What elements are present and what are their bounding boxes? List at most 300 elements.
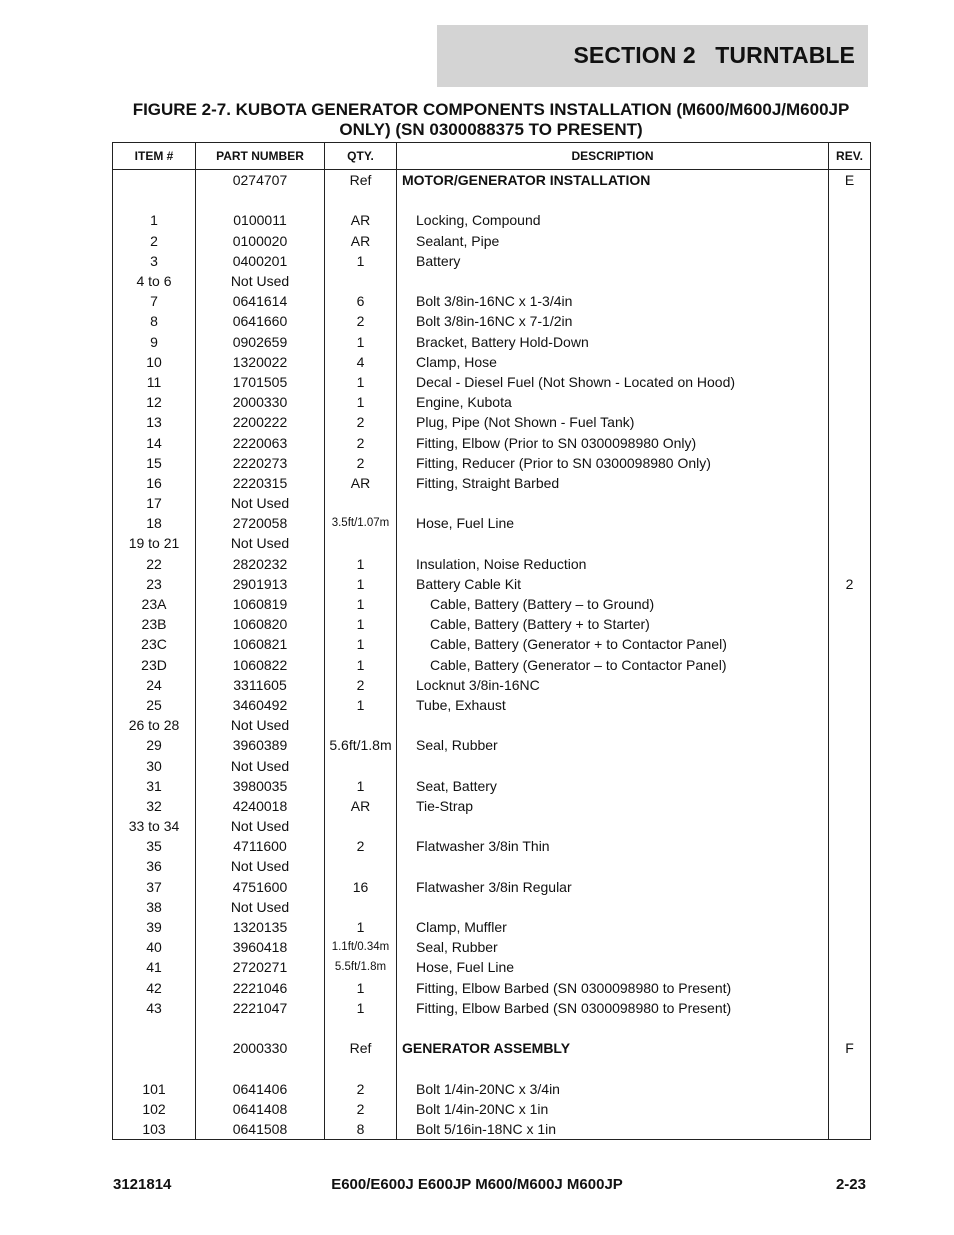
item-cell: 37 (113, 877, 196, 897)
part-number-cell: 1060820 (196, 614, 325, 634)
table-row (113, 998, 871, 1018)
table-row (113, 1038, 871, 1058)
rev-cell (829, 352, 871, 372)
figure-title-line-1: FIGURE 2-7. KUBOTA GENERATOR COMPONENTS INSTALLATION (M600/M600J/M600JP (132, 100, 850, 119)
item-cell: 29 (113, 735, 196, 755)
part-number-cell: 2720271 (196, 957, 325, 977)
description-cell (397, 533, 829, 553)
table-row (113, 271, 871, 291)
part-number-cell: 1060822 (196, 655, 325, 675)
table-row (113, 614, 871, 634)
description-cell: Seat, Battery (397, 776, 829, 796)
rev-cell (829, 392, 871, 412)
qty-cell (325, 271, 397, 291)
item-cell: 4 to 6 (113, 271, 196, 291)
qty-cell: 1 (325, 554, 397, 574)
section-header-band (437, 25, 868, 87)
footer-page-number: 2-23 (835, 1176, 866, 1193)
part-number-cell: Not Used (196, 856, 325, 876)
rev-cell (829, 634, 871, 654)
item-cell: 23D (113, 655, 196, 675)
description-cell: Locknut 3/8in-16NC (397, 675, 829, 695)
qty-cell: 3.5ft/1.07m (325, 513, 397, 533)
qty-cell: 5.6ft/1.8m (325, 735, 397, 755)
table-row (113, 675, 871, 695)
description-cell: Seal, Rubber (397, 735, 829, 755)
item-cell: 3 (113, 251, 196, 271)
qty-cell (325, 897, 397, 917)
item-cell: 7 (113, 291, 196, 311)
part-number-cell: 4751600 (196, 877, 325, 897)
table-row (113, 937, 871, 957)
table-row (113, 554, 871, 574)
part-number-cell: 0100020 (196, 231, 325, 251)
description-cell: Locking, Compound (397, 210, 829, 230)
section-title: SECTION 2 TURNTABLE (573, 42, 855, 68)
table-row (113, 332, 871, 352)
description-cell: Sealant, Pipe (397, 231, 829, 251)
table-row (113, 412, 871, 432)
qty-cell: Ref (325, 170, 397, 191)
item-cell: 40 (113, 937, 196, 957)
item-cell: 26 to 28 (113, 715, 196, 735)
rev-cell (829, 796, 871, 816)
table-row (113, 715, 871, 735)
table-row (113, 311, 871, 331)
part-number-cell: 0641508 (196, 1119, 325, 1140)
qty-cell: 16 (325, 877, 397, 897)
qty-cell: 1 (325, 634, 397, 654)
rev-cell (829, 332, 871, 352)
qty-cell: 8 (325, 1119, 397, 1140)
rev-cell (829, 271, 871, 291)
qty-cell: 1 (325, 978, 397, 998)
table-row (113, 1119, 871, 1140)
part-number-cell: 3980035 (196, 776, 325, 796)
description-cell: Fitting, Straight Barbed (397, 473, 829, 493)
rev-cell (829, 856, 871, 876)
description-cell: Cable, Battery (Battery + to Starter) (397, 614, 829, 634)
rev-cell (829, 473, 871, 493)
rev-cell (829, 210, 871, 230)
item-cell: 32 (113, 796, 196, 816)
part-number-cell: 2720058 (196, 513, 325, 533)
table-row (113, 392, 871, 412)
item-cell: 35 (113, 836, 196, 856)
table-row (113, 170, 871, 191)
table-row (113, 816, 871, 836)
item-cell: 17 (113, 493, 196, 513)
qty-cell: 1 (325, 655, 397, 675)
description-cell (397, 897, 829, 917)
rev-cell (829, 655, 871, 675)
description-cell: Fitting, Reducer (Prior to SN 0300098980 Only) (397, 453, 829, 473)
qty-cell (325, 1058, 397, 1078)
rev-cell (829, 1099, 871, 1119)
part-number-cell: 3960389 (196, 735, 325, 755)
rev-cell (829, 412, 871, 432)
rev-cell: E (829, 170, 871, 191)
description-cell: Tie-Strap (397, 796, 829, 816)
item-cell: 30 (113, 755, 196, 775)
rev-cell (829, 372, 871, 392)
table-row (113, 473, 871, 493)
qty-cell: 2 (325, 432, 397, 452)
table-row (113, 897, 871, 917)
part-number-cell: 0902659 (196, 332, 325, 352)
table-row (113, 655, 871, 675)
description-cell: Flatwasher 3/8in Regular (397, 877, 829, 897)
part-number-cell: 3311605 (196, 675, 325, 695)
description-cell: Battery Cable Kit (397, 574, 829, 594)
item-cell: 13 (113, 412, 196, 432)
item-cell: 103 (113, 1119, 196, 1140)
part-number-cell: 3960418 (196, 937, 325, 957)
qty-cell: 1 (325, 998, 397, 1018)
description-cell: Decal - Diesel Fuel (Not Shown - Located on Hood) (397, 372, 829, 392)
item-cell: 9 (113, 332, 196, 352)
part-number-cell: Not Used (196, 816, 325, 836)
table-row (113, 776, 871, 796)
description-cell: Seal, Rubber (397, 937, 829, 957)
qty-cell: 6 (325, 291, 397, 311)
description-cell: Flatwasher 3/8in Thin (397, 836, 829, 856)
item-cell: 1 (113, 210, 196, 230)
rev-cell (829, 957, 871, 977)
table-row (113, 493, 871, 513)
table-row (113, 574, 871, 594)
description-cell (397, 271, 829, 291)
rev-cell (829, 755, 871, 775)
qty-cell: 5.5ft/1.8m (325, 957, 397, 977)
item-cell: 10 (113, 352, 196, 372)
qty-cell: 2 (325, 1099, 397, 1119)
part-number-cell: 2820232 (196, 554, 325, 574)
part-number-cell: 0641406 (196, 1078, 325, 1098)
description-cell: Hose, Fuel Line (397, 513, 829, 533)
part-number-cell: 2901913 (196, 574, 325, 594)
item-cell: 18 (113, 513, 196, 533)
part-number-cell: 2220063 (196, 432, 325, 452)
rev-cell: 2 (829, 574, 871, 594)
item-cell: 33 to 34 (113, 816, 196, 836)
qty-cell: 2 (325, 675, 397, 695)
header-row (113, 143, 871, 170)
description-cell (397, 816, 829, 836)
description-cell: Engine, Kubota (397, 392, 829, 412)
part-number-cell: 2221046 (196, 978, 325, 998)
rev-cell (829, 533, 871, 553)
description-cell: Cable, Battery (Battery – to Ground) (397, 594, 829, 614)
part-number-cell: 1060821 (196, 634, 325, 654)
rev-cell (829, 594, 871, 614)
item-cell (113, 170, 196, 191)
part-number-cell (196, 1018, 325, 1038)
table-row (113, 917, 871, 937)
rev-cell (829, 493, 871, 513)
part-number-cell: 2220273 (196, 453, 325, 473)
part-number-cell: Not Used (196, 715, 325, 735)
part-number-cell: 3460492 (196, 695, 325, 715)
part-number-cell (196, 190, 325, 210)
qty-cell: 1 (325, 614, 397, 634)
qty-cell: 1 (325, 574, 397, 594)
part-number-cell: 0641660 (196, 311, 325, 331)
item-cell: 36 (113, 856, 196, 876)
qty-cell: 1 (325, 695, 397, 715)
table-row (113, 957, 871, 977)
qty-cell: AR (325, 210, 397, 230)
rev-cell (829, 897, 871, 917)
description-cell: Fitting, Elbow (Prior to SN 0300098980 Only) (397, 432, 829, 452)
table-row (113, 453, 871, 473)
table-row (113, 1058, 871, 1078)
qty-cell: 2 (325, 311, 397, 331)
item-cell: 25 (113, 695, 196, 715)
rev-cell (829, 816, 871, 836)
description-cell: Bracket, Battery Hold-Down (397, 332, 829, 352)
table-row (113, 796, 871, 816)
item-cell: 2 (113, 231, 196, 251)
description-cell: Tube, Exhaust (397, 695, 829, 715)
part-number-cell: 0100011 (196, 210, 325, 230)
description-cell: Insulation, Noise Reduction (397, 554, 829, 574)
rev-cell (829, 715, 871, 735)
rev-cell (829, 453, 871, 473)
rev-cell (829, 1018, 871, 1038)
part-number-cell: 2000330 (196, 1038, 325, 1058)
description-cell: Clamp, Muffler (397, 917, 829, 937)
qty-cell: AR (325, 231, 397, 251)
table-row (113, 291, 871, 311)
qty-cell: 1 (325, 332, 397, 352)
description-cell (397, 715, 829, 735)
description-cell: Bolt 1/4in-20NC x 3/4in (397, 1078, 829, 1098)
description-cell: Plug, Pipe (Not Shown - Fuel Tank) (397, 412, 829, 432)
description-cell: MOTOR/GENERATOR INSTALLATION (397, 170, 829, 191)
part-number-cell: 0274707 (196, 170, 325, 191)
item-cell: 16 (113, 473, 196, 493)
part-number-cell: 4240018 (196, 796, 325, 816)
table-row (113, 1099, 871, 1119)
description-cell: Bolt 3/8in-16NC x 7-1/2in (397, 311, 829, 331)
part-number-cell: 2220315 (196, 473, 325, 493)
part-number-cell: 4711600 (196, 836, 325, 856)
item-cell: 39 (113, 917, 196, 937)
item-cell: 23A (113, 594, 196, 614)
item-cell: 102 (113, 1099, 196, 1119)
part-number-cell: 2000330 (196, 392, 325, 412)
qty-cell (325, 816, 397, 836)
item-cell (113, 1058, 196, 1078)
table-row (113, 1078, 871, 1098)
item-cell: 42 (113, 978, 196, 998)
figure-title-line-2: ONLY) (SN 0300088375 TO PRESENT) (339, 120, 643, 139)
rev-cell (829, 877, 871, 897)
part-number-cell: 1060819 (196, 594, 325, 614)
table-row (113, 251, 871, 271)
item-cell (113, 1018, 196, 1038)
part-number-cell: 0641614 (196, 291, 325, 311)
part-number-cell: Not Used (196, 271, 325, 291)
item-cell: 14 (113, 432, 196, 452)
table-row (113, 978, 871, 998)
description-cell (397, 1058, 829, 1078)
part-number-cell: Not Used (196, 493, 325, 513)
part-number-cell: 2221047 (196, 998, 325, 1018)
description-cell (397, 1018, 829, 1038)
table-row (113, 856, 871, 876)
part-number-cell: 0400201 (196, 251, 325, 271)
table-row (113, 634, 871, 654)
header-part-number: PART NUMBER (196, 143, 325, 170)
description-cell (397, 190, 829, 210)
footer-models: E600/E600J E600JP M600/M600J M600JP (331, 1176, 623, 1193)
rev-cell (829, 614, 871, 634)
item-cell: 11 (113, 372, 196, 392)
table-row (113, 755, 871, 775)
figure-title (112, 100, 870, 140)
table-row (113, 352, 871, 372)
rev-cell (829, 917, 871, 937)
qty-cell: 1 (325, 372, 397, 392)
rev-cell: F (829, 1038, 871, 1058)
qty-cell: 1.1ft/0.34m (325, 937, 397, 957)
qty-cell: 1 (325, 917, 397, 937)
qty-cell (325, 715, 397, 735)
description-cell: GENERATOR ASSEMBLY (397, 1038, 829, 1058)
rev-cell (829, 513, 871, 533)
description-cell (397, 755, 829, 775)
part-number-cell (196, 1058, 325, 1078)
rev-cell (829, 1119, 871, 1140)
part-number-cell: 1320135 (196, 917, 325, 937)
description-cell: Bolt 3/8in-16NC x 1-3/4in (397, 291, 829, 311)
description-cell: Bolt 1/4in-20NC x 1in (397, 1099, 829, 1119)
qty-cell: 2 (325, 836, 397, 856)
part-number-cell: 2200222 (196, 412, 325, 432)
item-cell: 43 (113, 998, 196, 1018)
qty-cell (325, 755, 397, 775)
qty-cell: 1 (325, 594, 397, 614)
parts-table-body (113, 170, 871, 1140)
qty-cell: 1 (325, 776, 397, 796)
description-cell: Hose, Fuel Line (397, 957, 829, 977)
rev-cell (829, 231, 871, 251)
rev-cell (829, 735, 871, 755)
part-number-cell: 1701505 (196, 372, 325, 392)
qty-cell: 1 (325, 392, 397, 412)
footer-doc-number: 3121814 (113, 1176, 172, 1193)
description-cell: Clamp, Hose (397, 352, 829, 372)
rev-cell (829, 776, 871, 796)
part-number-cell: Not Used (196, 897, 325, 917)
description-cell (397, 856, 829, 876)
item-cell: 31 (113, 776, 196, 796)
rev-cell (829, 311, 871, 331)
description-cell: Cable, Battery (Generator + to Contactor Panel) (397, 634, 829, 654)
table-row (113, 190, 871, 210)
rev-cell (829, 432, 871, 452)
qty-cell: Ref (325, 1038, 397, 1058)
qty-cell (325, 493, 397, 513)
item-cell: 12 (113, 392, 196, 412)
item-cell: 23C (113, 634, 196, 654)
table-row (113, 1018, 871, 1038)
rev-cell (829, 937, 871, 957)
table-row (113, 231, 871, 251)
item-cell: 23 (113, 574, 196, 594)
table-row (113, 533, 871, 553)
description-cell: Battery (397, 251, 829, 271)
qty-cell: AR (325, 796, 397, 816)
rev-cell (829, 1058, 871, 1078)
qty-cell: AR (325, 473, 397, 493)
header-qty: QTY. (325, 143, 397, 170)
rev-cell (829, 836, 871, 856)
description-cell: Bolt 5/16in-18NC x 1in (397, 1119, 829, 1140)
item-cell: 22 (113, 554, 196, 574)
qty-cell: 2 (325, 453, 397, 473)
rev-cell (829, 675, 871, 695)
item-cell (113, 190, 196, 210)
qty-cell: 2 (325, 1078, 397, 1098)
table-row (113, 513, 871, 533)
description-cell (397, 493, 829, 513)
qty-cell (325, 190, 397, 210)
table-row (113, 877, 871, 897)
item-cell: 15 (113, 453, 196, 473)
qty-cell (325, 856, 397, 876)
table-row (113, 695, 871, 715)
qty-cell: 4 (325, 352, 397, 372)
rev-cell (829, 695, 871, 715)
table-row (113, 594, 871, 614)
rev-cell (829, 251, 871, 271)
table-row (113, 836, 871, 856)
item-cell: 8 (113, 311, 196, 331)
qty-cell (325, 533, 397, 553)
rev-cell (829, 978, 871, 998)
item-cell: 38 (113, 897, 196, 917)
rev-cell (829, 554, 871, 574)
item-cell: 41 (113, 957, 196, 977)
rev-cell (829, 998, 871, 1018)
header-description: DESCRIPTION (397, 143, 829, 170)
table-row (113, 432, 871, 452)
part-number-cell: 0641408 (196, 1099, 325, 1119)
rev-cell (829, 291, 871, 311)
table-row (113, 735, 871, 755)
item-cell: 101 (113, 1078, 196, 1098)
description-cell: Fitting, Elbow Barbed (SN 0300098980 to Present) (397, 998, 829, 1018)
description-cell: Fitting, Elbow Barbed (SN 0300098980 to Present) (397, 978, 829, 998)
part-number-cell: Not Used (196, 755, 325, 775)
item-cell (113, 1038, 196, 1058)
item-cell: 23B (113, 614, 196, 634)
parts-table (112, 142, 871, 1140)
header-item: ITEM # (113, 143, 196, 170)
item-cell: 24 (113, 675, 196, 695)
table-row (113, 210, 871, 230)
qty-cell: 1 (325, 251, 397, 271)
header-rev: REV. (829, 143, 871, 170)
rev-cell (829, 190, 871, 210)
qty-cell (325, 1018, 397, 1038)
qty-cell: 2 (325, 412, 397, 432)
description-cell: Cable, Battery (Generator – to Contactor Panel) (397, 655, 829, 675)
parts-table-header (113, 143, 871, 170)
